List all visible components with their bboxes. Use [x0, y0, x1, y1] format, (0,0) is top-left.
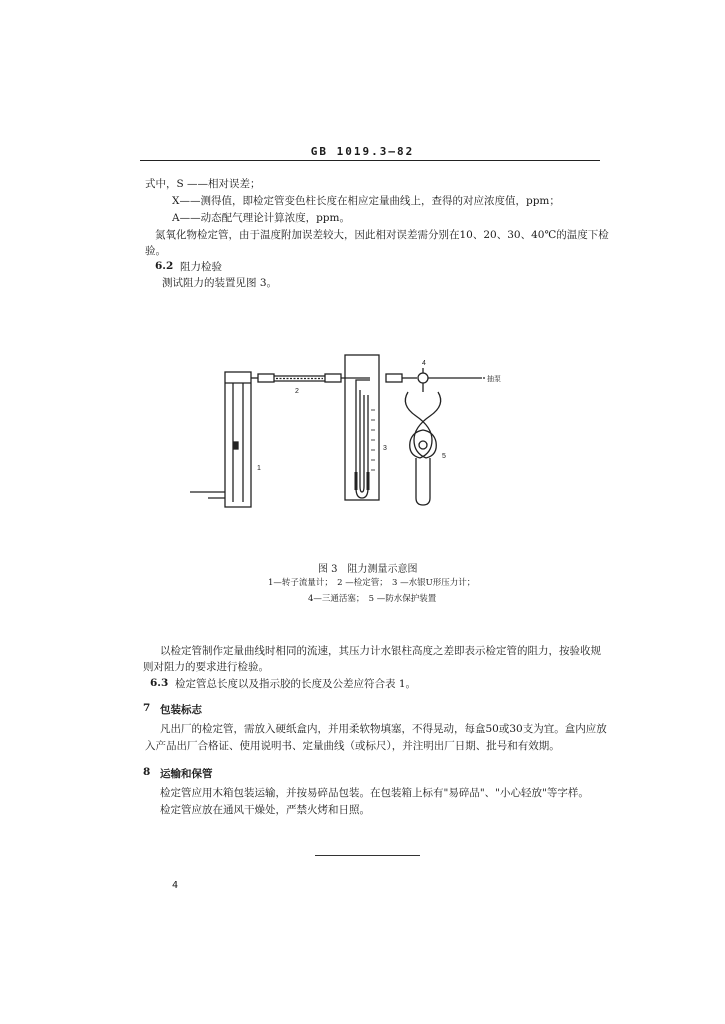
paragraph-resistance-cont: 则对阻力的要求进行检验。: [143, 661, 269, 673]
section-6-2-title: 阻力检验: [180, 261, 222, 273]
section-8-text: 检定管应用木箱包装运输，并按易碎品包装。在包装箱上标有"易碎品"、"小心轻放"等字样。: [160, 787, 589, 799]
label-2: 2: [295, 388, 299, 395]
section-6-3-text: 检定管总长度以及指示胶的长度及公差应符合表 1。: [175, 678, 417, 690]
section-6-3-number: 6.3: [150, 677, 169, 689]
end-rule: [315, 855, 420, 856]
figure-legend-line-2: 4—三通活塞； 5 —防水保护装置: [308, 594, 437, 604]
section-8-number: 8: [143, 766, 151, 778]
paragraph-resistance: 以检定管制作定量曲线时相同的流速，其压力计水银柱高度之差即表示检定管的阻力，按验收规: [160, 645, 601, 657]
detection-tube: [251, 374, 370, 382]
formula-note-s: 式中，S ——相对误差；: [145, 178, 261, 190]
paragraph-nox-cont: 验。: [145, 245, 166, 257]
page-number: 4: [172, 880, 179, 891]
figure-legend-line-1: 1—转子流量计； 2 —检定管； 3 —水银U形压力计；: [268, 578, 476, 588]
figure-caption: 图 3 阻力测量示意图: [318, 564, 418, 575]
label-pump: 抽泵: [487, 376, 501, 383]
section-6-2-text: 测试阻力的装置见图 3。: [162, 277, 278, 289]
resistance-apparatus-diagram: [180, 350, 520, 520]
water-trap: [405, 392, 440, 505]
section-7-title: 包装标志: [160, 704, 202, 716]
label-5: 5: [442, 453, 446, 460]
label-4: 4: [422, 360, 426, 367]
mercury-u-manometer: [345, 355, 379, 500]
label-1: 1: [257, 465, 261, 472]
formula-note-x: X——测得值，即检定管变色柱长度在相应定量曲线上，查得的对应浓度值，ppm；: [172, 195, 560, 207]
three-way-stopcock: [386, 368, 485, 392]
rotameter: [190, 372, 251, 507]
section-8-text-cont: 检定管应放在通风干燥处，严禁火烤和日照。: [160, 804, 370, 816]
label-3: 3: [383, 445, 387, 452]
standard-number-header: GB 1019.3—82: [310, 145, 415, 158]
section-7-text: 凡出厂的检定管，需放入硬纸盒内，并用柔软物填塞，不得晃动，每盒50或30支为宜。盒内应放: [160, 723, 607, 735]
section-7-text-cont: 入产品出厂合格证、使用说明书、定量曲线（或标尺），并注明出厂日期、批号和有效期。: [145, 740, 560, 752]
section-6-2-number: 6.2: [155, 260, 174, 272]
section-8-title: 运输和保管: [160, 768, 213, 780]
section-7-number: 7: [143, 702, 151, 714]
paragraph-nox: 氮氧化物检定管，由于温度附加误差较大，因此相对误差需分别在10、20、30、40℃的温度下检: [155, 229, 609, 241]
formula-note-a: A——动态配气理论计算浓度，ppm。: [172, 212, 350, 224]
header-rule: [140, 160, 600, 161]
